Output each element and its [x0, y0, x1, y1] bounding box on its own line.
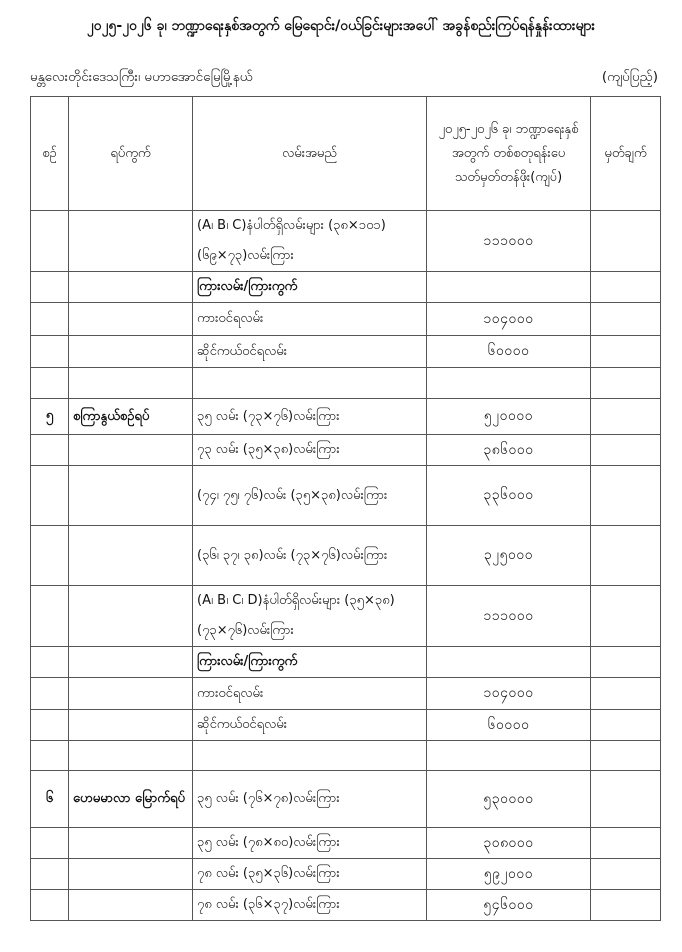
cell-road: ကားဝင်ရလမ်း: [193, 303, 427, 336]
table-row: [31, 828, 661, 859]
cell-road: ဆိုင်ကယ်ဝင်ရလမ်း: [193, 710, 427, 741]
table-row: [31, 586, 661, 647]
cell-no: [31, 526, 69, 586]
cell-no: [31, 710, 69, 741]
cell-no: [31, 586, 69, 647]
cell-remark: [591, 272, 661, 303]
cell-rate: ၃၈၆၀၀၀: [427, 435, 591, 466]
cell-remark: [591, 526, 661, 586]
table-row: [31, 399, 661, 435]
land-rate-table: [30, 96, 661, 921]
table-row: [31, 435, 661, 466]
cell-ward: [69, 211, 193, 272]
cell-no: ၆: [31, 771, 69, 828]
table-row: [31, 211, 661, 272]
cell-remark: [591, 466, 661, 526]
cell-no: [31, 647, 69, 678]
cell-remark: [591, 586, 661, 647]
header-rate: ၂၀၂၅-၂၀၂၆ ခု၊ ဘဏ္ဍာရေးနှစ်အတွက် တစ်စတုရန်းပေ သတ်မှတ်တန်ဖိုး(ကျပ်): [427, 97, 591, 211]
region-label: မန္တလေးတိုင်းဒေသကြီး၊ မဟာအောင်မြေမြို့နယ်: [30, 69, 253, 85]
cell-rate: ၅၃၀၀၀၀: [427, 771, 591, 828]
cell-ward: ဟေမမာလာ မြောက်ရပ်: [69, 771, 193, 828]
table-row: [31, 710, 661, 741]
table-row: [31, 741, 661, 771]
table-row: [31, 859, 661, 890]
document-title: ၂၀၂၅-၂၀၂၆ ခု၊ ဘဏ္ဍာရေးနှစ်အတွက် မြေရောင်း/ဝယ်ခြင်းများအပေါ် အခွန်စည်းကြပ်ရန်နှုန်းထားများ: [86, 18, 596, 34]
cell-rate: ၅၂၀၀၀၀: [427, 399, 591, 435]
cell-remark: [591, 710, 661, 741]
cell-road: ၇၈ လမ်း (၃၆×၃၇)လမ်းကြား: [193, 890, 427, 921]
cell-rate: ၆၀၀၀၀: [427, 336, 591, 368]
cell-road: ၃၅ လမ်း (၇၃×၇၆)လမ်းကြား: [193, 399, 427, 435]
cell-rate: ၅၄၆၀၀၀: [427, 890, 591, 921]
table-row: [31, 303, 661, 336]
cell-road: ဆိုင်ကယ်ဝင်ရလမ်း: [193, 336, 427, 368]
cell-ward: [69, 435, 193, 466]
cell-rate: ၁၁၁၀၀၀: [427, 586, 591, 647]
cell-road: (A၊ B၊ C)နံပါတ်ရှိလမ်းများ (၃၈×၁၀၁)(၆၉×၇၃)လမ်းကြား: [193, 211, 427, 272]
cell-ward: [69, 741, 193, 771]
cell-no: [31, 828, 69, 859]
cell-no: [31, 272, 69, 303]
cell-rate: ၁၁၁၀၀၀: [427, 211, 591, 272]
cell-no: [31, 303, 69, 336]
cell-rate: [427, 272, 591, 303]
cell-remark: [591, 303, 661, 336]
cell-ward: [69, 828, 193, 859]
table-row: [31, 647, 661, 678]
cell-ward: [69, 678, 193, 710]
cell-road: [193, 741, 427, 771]
cell-ward: [69, 710, 193, 741]
table-row: [31, 890, 661, 921]
cell-remark: [591, 741, 661, 771]
cell-ward: [69, 586, 193, 647]
cell-remark: [591, 435, 661, 466]
cell-remark: [591, 211, 661, 272]
cell-ward: [69, 526, 193, 586]
cell-remark: [591, 399, 661, 435]
table-row: [31, 336, 661, 368]
cell-no: [31, 466, 69, 526]
header-road: လမ်းအမည်: [193, 97, 427, 211]
cell-remark: [591, 771, 661, 828]
table-header-row: [31, 97, 661, 211]
cell-no: [31, 368, 69, 399]
cell-remark: [591, 890, 661, 921]
cell-remark: [591, 368, 661, 399]
table-row: [31, 526, 661, 586]
cell-road: ၃၅ လမ်း (၇၆×၇၈)လမ်းကြား: [193, 771, 427, 828]
cell-ward: စကြာနွယ်စဉ်ရပ်: [69, 399, 193, 435]
table-row: [31, 466, 661, 526]
table-row: [31, 272, 661, 303]
table-row: [31, 678, 661, 710]
cell-road: ၃၅ လမ်း (၇၈×၈၀)လမ်းကြား: [193, 828, 427, 859]
cell-rate: ၃၀၈၀၀၀: [427, 828, 591, 859]
cell-rate: ၅၉၂၀၀၀: [427, 859, 591, 890]
cell-ward: [69, 466, 193, 526]
header-remark: မှတ်ချက်: [591, 97, 661, 211]
cell-rate: ၁၀၄၀၀၀: [427, 678, 591, 710]
header-no: စဉ်: [31, 97, 69, 211]
cell-remark: [591, 678, 661, 710]
cell-road: (A၊ B၊ C၊ D)နံပါတ်ရှိလမ်းများ (၃၅×၃၈) (၇၃×၇၆)လမ်းကြား: [193, 586, 427, 647]
cell-remark: [591, 647, 661, 678]
cell-ward: [69, 336, 193, 368]
cell-no: [31, 890, 69, 921]
cell-road: (၃၆၊ ၃၇၊ ၃၈)လမ်း (၇၃×၇၆)လမ်းကြား: [193, 526, 427, 586]
cell-road: (၇၄၊ ၇၅၊ ၇၆)လမ်း (၃၅×၃၈)လမ်းကြား: [193, 466, 427, 526]
cell-rate: [427, 368, 591, 399]
cell-no: [31, 435, 69, 466]
cell-rate: ၁၀၄၀၀၀: [427, 303, 591, 336]
table-row: [31, 771, 661, 828]
table-body: [31, 211, 661, 921]
cell-no: [31, 211, 69, 272]
cell-road: ကြားလမ်း/ကြားကွက်: [193, 647, 427, 678]
cell-rate: ၃၃၆၀၀၀: [427, 466, 591, 526]
cell-remark: [591, 859, 661, 890]
cell-rate: [427, 741, 591, 771]
cell-road: ၇၃ လမ်း (၃၅×၃၈)လမ်းကြား: [193, 435, 427, 466]
cell-no: [31, 741, 69, 771]
cell-no: [31, 859, 69, 890]
cell-remark: [591, 336, 661, 368]
cell-no: [31, 678, 69, 710]
cell-ward: [69, 368, 193, 399]
cell-rate: ၃၂၅၀၀၀: [427, 526, 591, 586]
cell-ward: [69, 272, 193, 303]
cell-road: ၇၈ လမ်း (၃၅×၃၆)လမ်းကြား: [193, 859, 427, 890]
currency-unit: (ကျပ်ပြည့်): [601, 69, 658, 85]
cell-road: ကြားလမ်း/ကြားကွက်: [193, 272, 427, 303]
table-row: [31, 368, 661, 399]
cell-no: [31, 336, 69, 368]
cell-road: ကားဝင်ရလမ်း: [193, 678, 427, 710]
cell-remark: [591, 828, 661, 859]
cell-ward: [69, 647, 193, 678]
cell-ward: [69, 859, 193, 890]
cell-no: ၅: [31, 399, 69, 435]
cell-road: [193, 368, 427, 399]
header-ward: ရပ်ကွက်: [69, 97, 193, 211]
cell-ward: [69, 890, 193, 921]
cell-rate: ၆၀၀၀၀: [427, 710, 591, 741]
cell-rate: [427, 647, 591, 678]
cell-ward: [69, 303, 193, 336]
